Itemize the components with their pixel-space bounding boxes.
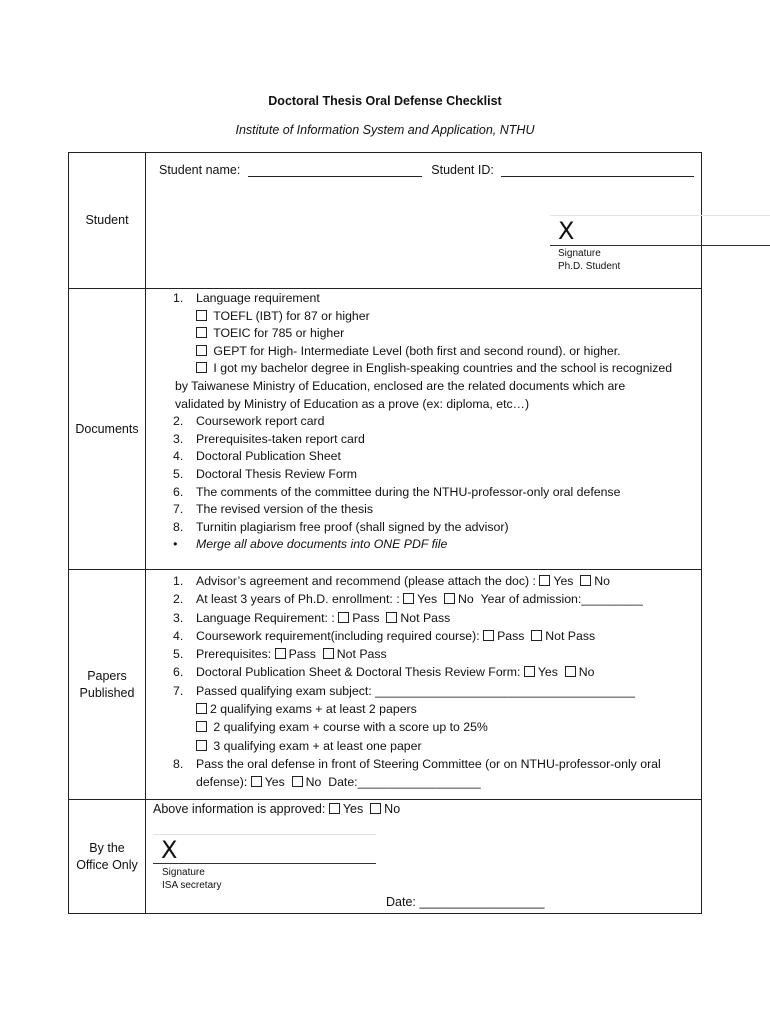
approval-line: Above information is approved: Yes No <box>153 802 401 816</box>
papers-row <box>69 570 702 800</box>
checkbox-icon[interactable] <box>370 803 381 814</box>
checkbox-icon[interactable] <box>323 648 334 659</box>
checkbox-icon[interactable] <box>580 575 591 586</box>
list-item-bullet: • Merge all above documents into ONE PDF file <box>146 536 701 554</box>
qual-option-2[interactable]: 2 qualifying exam + course with a score up to 25% <box>146 718 701 736</box>
checkbox-icon[interactable] <box>196 721 207 732</box>
signature-x-icon: X <box>161 836 178 864</box>
office-cell <box>146 800 702 914</box>
documents-row <box>69 289 702 570</box>
bachelor-text-2: by Taiwanese Ministry of Education, enclosed are the related documents which are <box>175 378 626 393</box>
lang-option-bachelor[interactable]: I got my bachelor degree in English-speaking countries and the school is recognized <box>146 360 701 378</box>
list-item: 5. Prerequisites: Pass Not Pass <box>173 647 387 662</box>
checkbox-icon[interactable] <box>524 666 535 677</box>
list-item: 2. Coursework report card <box>173 414 325 429</box>
list-item: 2. At least 3 years of Ph.D. enrollment: : Yes No Year of admission:_________ <box>173 592 643 607</box>
page-subtitle: Institute of Information System and Application, NTHU <box>235 123 535 137</box>
qual-option-1[interactable]: 2 qualifying exams + at least 2 papers <box>146 700 701 718</box>
page-title: Doctoral Thesis Oral Defense Checklist <box>268 94 502 108</box>
list-item: 7. The revised version of the thesis <box>173 502 374 517</box>
lang-option-gept[interactable]: GEPT for High- Intermediate Level (both first and second round). or higher. <box>146 343 701 361</box>
checkbox-icon[interactable] <box>531 630 542 641</box>
office-sig-caption: Signature <box>162 867 205 878</box>
list-item: 3. Language Requirement: : Pass Not Pass <box>173 610 451 625</box>
checklist-table <box>68 152 702 914</box>
checkbox-icon[interactable] <box>292 776 303 787</box>
checkbox-icon[interactable] <box>196 703 207 714</box>
checkbox-icon[interactable] <box>196 740 207 751</box>
list-item: 4. Coursework requirement(including required course): Pass Not Pass <box>173 628 596 643</box>
checkbox-icon[interactable] <box>196 327 207 338</box>
office-sig-role: ISA secretary <box>162 880 222 891</box>
office-label: By the Office Only <box>69 800 146 914</box>
list-item: 7. Passed qualifying exam subject: ______________________________________ <box>173 683 635 698</box>
qual-option-3[interactable]: 3 qualifying exam + at least one paper <box>146 737 701 755</box>
checkbox-icon[interactable] <box>275 648 286 659</box>
checkbox-icon[interactable] <box>196 362 207 373</box>
list-item: 3. Prerequisites-taken report card <box>173 431 365 446</box>
student-id-field[interactable] <box>501 164 694 177</box>
student-sig-role: Ph.D. Student <box>558 261 621 272</box>
student-name-field[interactable] <box>248 164 422 177</box>
student-signature-box[interactable] <box>550 215 770 246</box>
student-row <box>69 153 702 289</box>
office-row <box>69 800 702 914</box>
student-cell <box>146 153 702 289</box>
list-item: 6. Doctoral Publication Sheet & Doctoral Thesis Review Form: Yes No <box>173 665 595 680</box>
list-item: 8. Turnitin plagiarism free proof (shall signed by the advisor) <box>173 519 509 534</box>
checkbox-icon[interactable] <box>403 593 414 604</box>
papers-label: Papers Published <box>69 570 146 800</box>
checkbox-icon[interactable] <box>329 803 340 814</box>
student-name-label: Student name: <box>159 163 241 177</box>
lang-option-toefl[interactable]: TOEFL (IBT) for 87 or higher <box>146 308 701 326</box>
oral-defense-line: defense): Yes No Date:__________________ <box>196 775 481 790</box>
documents-cell <box>146 289 702 570</box>
documents-label: Documents <box>69 289 146 570</box>
checkbox-icon[interactable] <box>386 612 397 623</box>
office-signature-box[interactable] <box>153 834 376 864</box>
checkbox-icon[interactable] <box>444 593 455 604</box>
papers-cell <box>146 570 702 800</box>
list-item: 1. Language requirement <box>173 291 320 305</box>
office-date[interactable]: Date: __________________ <box>386 895 545 909</box>
checkbox-icon[interactable] <box>251 776 262 787</box>
checkbox-icon[interactable] <box>338 612 349 623</box>
bullet-icon: • <box>173 537 178 552</box>
checkbox-icon[interactable] <box>483 630 494 641</box>
student-id-label: Student ID: <box>431 163 494 177</box>
list-item: 5. Doctoral Thesis Review Form <box>173 466 358 481</box>
student-label: Student <box>69 153 146 289</box>
list-item: 4. Doctoral Publication Sheet <box>173 449 341 464</box>
list-item: 6. The comments of the committee during the NTHU-professor-only oral defense <box>173 484 621 499</box>
list-item: 8. Pass the oral defense in front of Steering Committee (or on NTHU-professor-only oral <box>173 756 661 771</box>
checkbox-icon[interactable] <box>565 666 576 677</box>
checkbox-icon[interactable] <box>196 310 207 321</box>
student-sig-caption: Signature <box>558 248 601 259</box>
bachelor-text-3: validated by Ministry of Education as a prove (ex: diploma, etc…) <box>175 396 530 411</box>
checkbox-icon[interactable] <box>539 575 550 586</box>
list-item: 1. Advisor’s agreement and recommend (please attach the doc) : Yes No <box>173 574 611 588</box>
lang-option-toeic[interactable]: TOEIC for 785 or higher <box>146 325 701 343</box>
checkbox-icon[interactable] <box>196 345 207 356</box>
signature-x-icon: X <box>558 217 575 245</box>
